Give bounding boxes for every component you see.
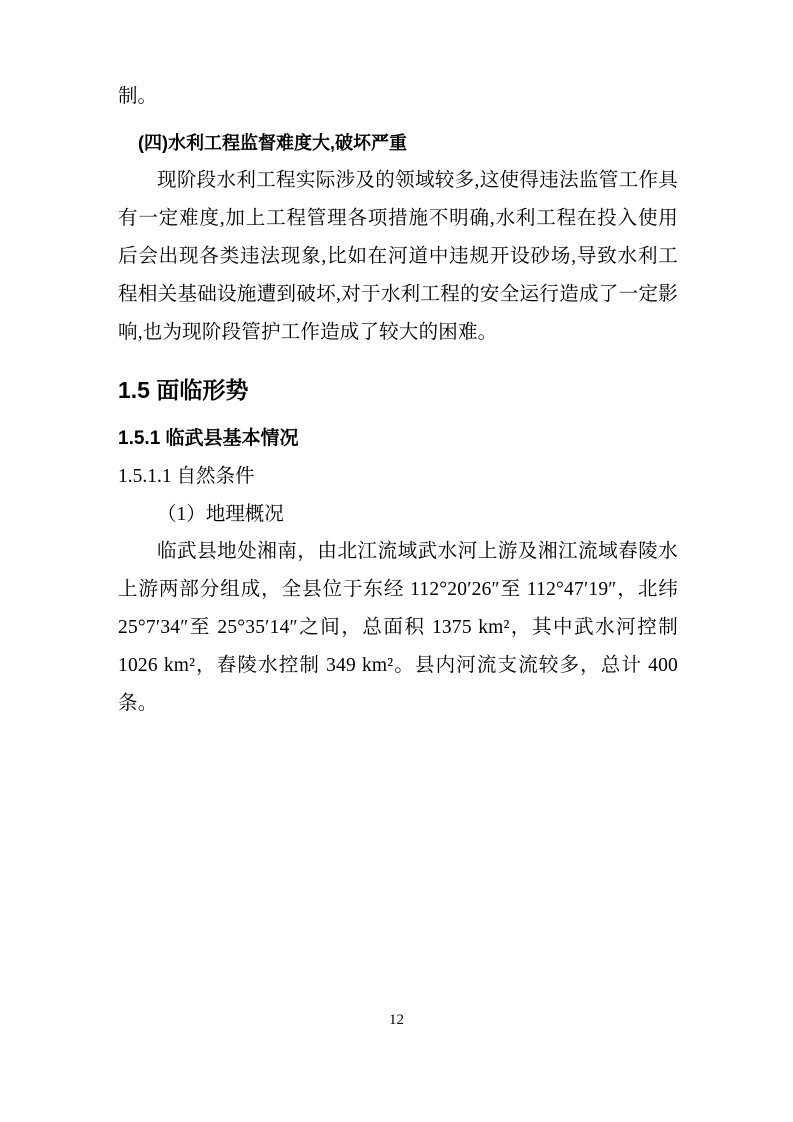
paragraph-monitoring-difficulty: 现阶段水利工程实际涉及的领域较多,这使得违法监管工作具有一定难度,加上工程管理各项措施不明确,水利工程在投入使用后会出现各类违法现象,比如在河道中违规开设砂场,导致水利工程相关基础设施遭到破坏,对于水利工程的安全运行造成了一定影响,也为现阶段管护工作造成了较大的困难。 — [118, 170, 678, 343]
spacer — [118, 352, 678, 370]
page-number: 12 — [389, 1012, 404, 1028]
list-item-geography: （1）地理概况 — [157, 504, 284, 525]
heading-1-5: 1.5 面临形势 — [118, 377, 249, 403]
heading-1-5-1-1: 1.5.1.1 自然条件 — [118, 466, 255, 487]
page-content — [118, 78, 678, 723]
section-heading-four: (四)水利工程监督难度大,破坏严重 — [138, 133, 407, 153]
continued-line: 制。 — [118, 86, 158, 107]
heading-1-5-1: 1.5.1 临武县基本情况 — [118, 428, 299, 449]
spacer — [118, 410, 678, 420]
spacer — [118, 115, 678, 125]
paragraph-geography-overview: 临武县地处湘南，由北江流域武水河上游及湘江流域舂陵水上游两部分组成，全县位于东经 112°20′26″至 112°47′19″，北纬 25°7′34″至 25°35′14″之间，总面积 1375 km²，其中武水河控制 1026 km²，舂陵水控制 349 km²。县内河流支流较多，总计 400 条。 — [118, 541, 678, 714]
